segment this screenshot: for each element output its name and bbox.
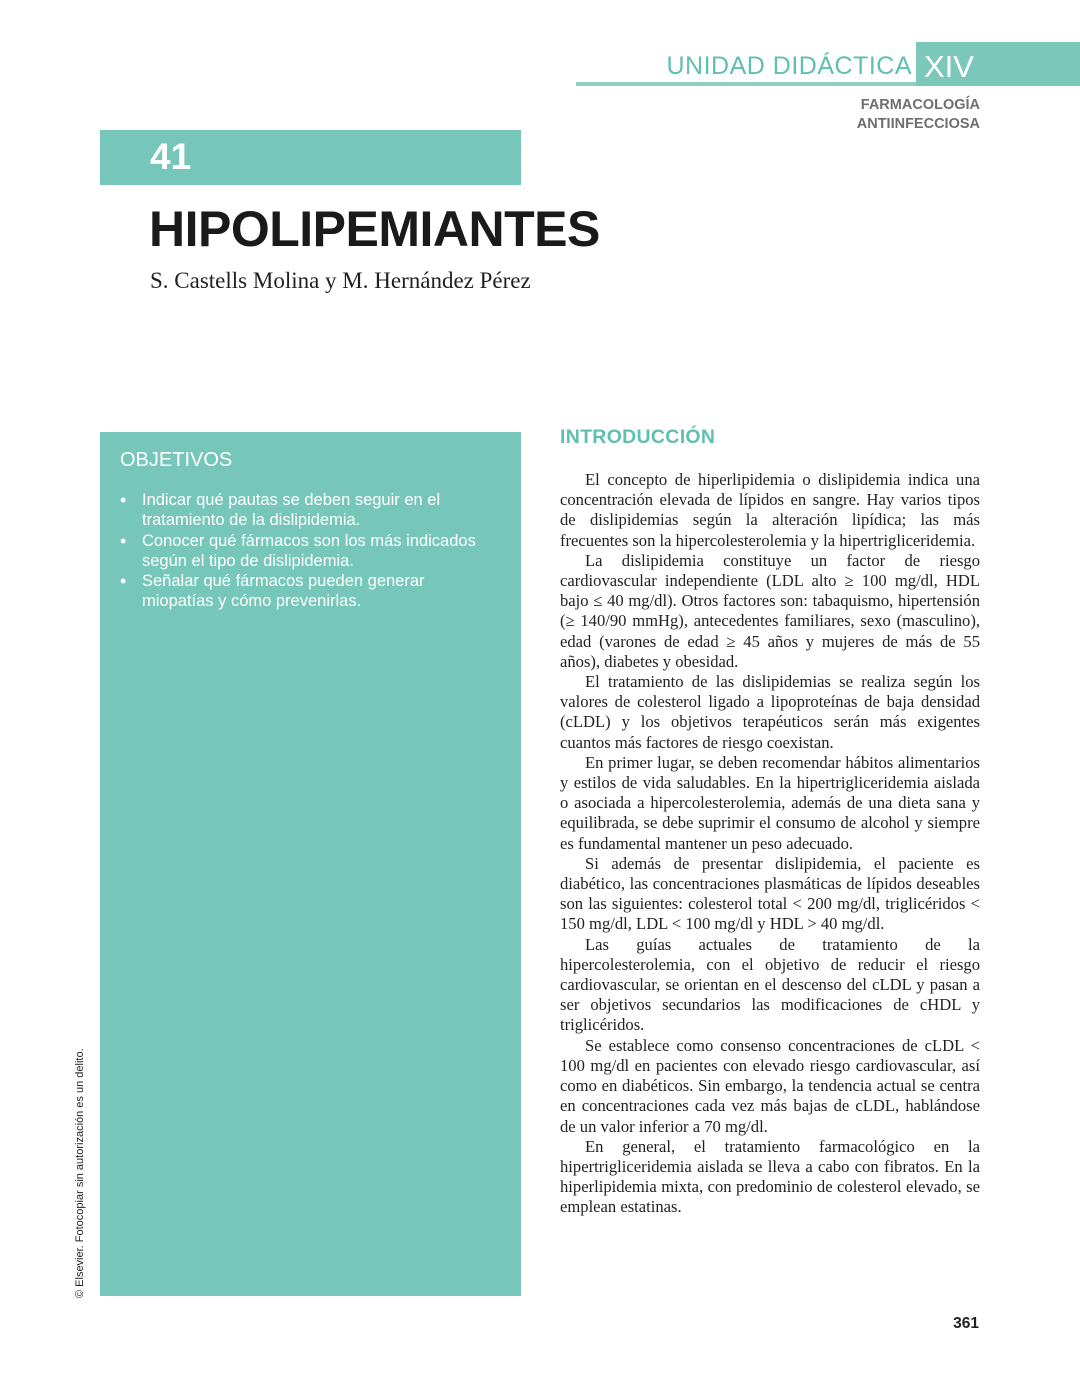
- introduction-body: [560, 470, 980, 1218]
- intro-paragraph: Si además de presentar dislipidemia, el paciente es diabético, las concentraciones plasmáticas de lípidos deseables son las siguientes: colesterol total < 200 mg/dl, triglicéridos < 150 mg/dl, LDL < 100 mg/dl y HDL > 40 mg/dl.: [560, 853, 980, 934]
- intro-paragraph: El tratamiento de las dislipidemias se realiza según los valores de colesterol ligado a lipoproteínas de baja densidad (cLDL) y los objetivos terapéuticos serán más exigentes cuantos más factores de riesgo coexistan.: [560, 672, 980, 752]
- objectives-panel: [100, 432, 521, 1296]
- intro-paragraph: Se establece como consenso concentraciones de cLDL < 100 mg/dl en pacientes con elevado riesgo cardiovascular, así como en diabéticos. Sin embargo, la tendencia actual se centra en concentraciones cada vez más bajas de cLDL, hablándose de un valor inferior a 70 mg/dl.: [560, 1035, 980, 1136]
- introduction-heading: INTRODUCCIÓN: [560, 426, 716, 448]
- intro-paragraph: Las guías actuales de tratamiento de la hipercolesterolemia, con el objetivo de reducir el riesgo cardiovascular, se orientan en el descenso del cLDL y pasan a ser objetivos secundarios las modificaciones de cHDL y triglicéridos.: [560, 934, 980, 1035]
- intro-paragraph: En primer lugar, se deben recomendar hábitos alimentarios y estilos de vida saludables. En la hipertrigliceridemia aislada o asociada a hipercolesterolemia, además de una dieta sana y equilibrada, se debe suprimir el consumo de alcohol y siempre es fundamental mantener un peso adecuado.: [560, 752, 980, 853]
- objective-item: • Indicar qué pautas se deben seguir en el tratamiento de la dislipidemia.: [120, 490, 500, 531]
- page-number: 361: [953, 1315, 979, 1332]
- copyright-note: © Elsevier. Fotocopiar sin autorización es un delito.: [74, 1048, 86, 1298]
- chapter-number: 41: [150, 136, 192, 177]
- objective-item: • Señalar qué fármacos pueden generar miopatías y cómo prevenirlas.: [120, 571, 500, 612]
- chapter-title: HIPOLIPEMIANTES: [149, 201, 600, 257]
- intro-paragraph: La dislipidemia constituye un factor de riesgo cardiovascular independiente (LDL alto ≥ 100 mg/dl, HDL bajo ≤ 40 mg/dl). Otros factores son: tabaquismo, hipertensión (≥ 140/90 mmHg), antecedentes familiares, sexo (masculino), edad (varones de edad ≥ 45 años y mujeres de más de 55 años), diabetes y obesidad.: [560, 550, 980, 671]
- subject-line-2: ANTIINFECCIOSA: [856, 116, 980, 132]
- subject-label: [857, 96, 980, 134]
- objectives-heading: OBJETIVOS: [120, 449, 233, 471]
- unit-label: UNIDAD DIDÁCTICA: [666, 52, 912, 80]
- unit-number: XIV: [924, 49, 974, 84]
- chapter-authors: S. Castells Molina y M. Hernández Pérez: [150, 268, 531, 293]
- objective-item: • Conocer qué fármacos son los más indicados según el tipo de dislipidemia.: [120, 531, 500, 572]
- objectives-list: [120, 490, 500, 612]
- intro-paragraph: En general, el tratamiento farmacológico en la hipertrigliceridemia aislada se lleva a cabo con fibratos. En la hiperlipidemia mixta, con predominio de colesterol elevado, se emplean estatinas.: [560, 1136, 980, 1217]
- intro-paragraph: El concepto de hiperlipidemia o dislipidemia indica una concentración elevada de lípidos en sangre. Hay varios tipos de dislipidemias según la alteración lipídica; las más frecuentes son la hipercolesterolemia y la hipertrigliceridemia.: [560, 470, 980, 550]
- subject-line-1: FARMACOLOGÍA: [860, 97, 980, 113]
